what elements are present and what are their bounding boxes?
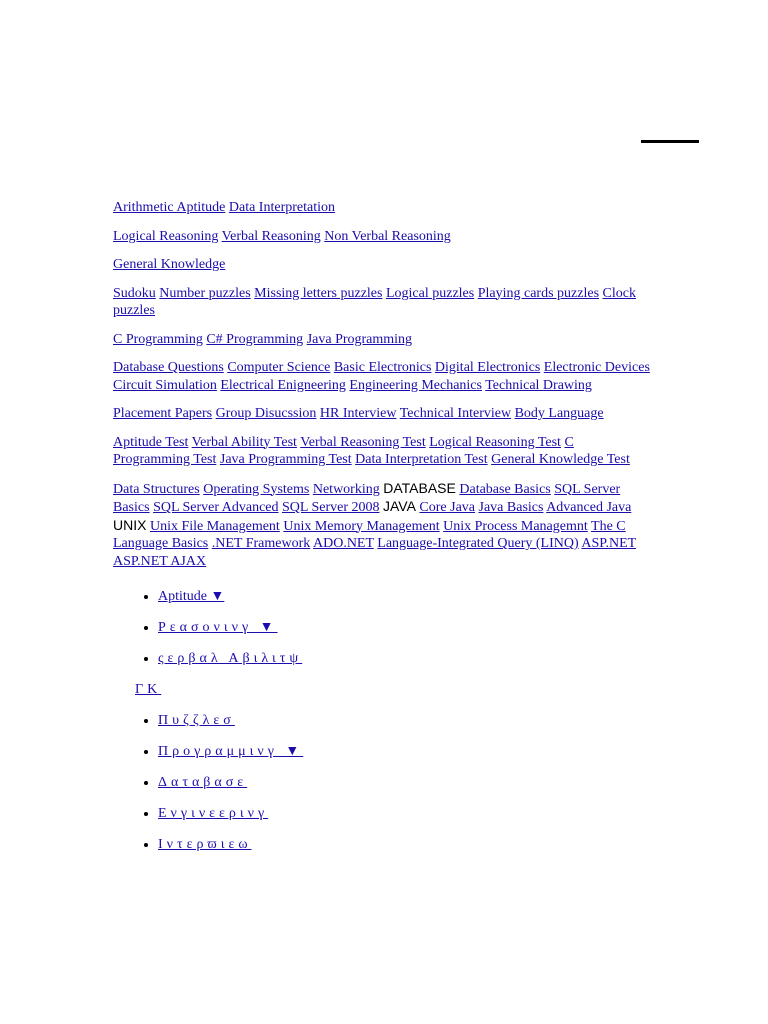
label-unix: UNIX [113,516,147,533]
link-java-basics[interactable]: Java Basics [478,500,544,515]
link-logical-puzzles[interactable]: Logical puzzles [385,285,475,301]
menu-link-programming[interactable]: Προγραμμινγ ▼ [158,744,304,759]
menu-item-verbal-ability [158,643,653,674]
section-gk-links [113,256,653,274]
link-c-programming-test[interactable]: C Programming Test [113,434,574,467]
top-divider [641,140,699,143]
menu-link-engineering[interactable]: Ενγινεερινγ [158,806,269,821]
link-sql-server-advanced[interactable]: SQL Server Advanced [153,500,279,515]
link-ado-net[interactable]: ADO.NET [312,536,374,551]
link-logical-reasoning-test[interactable]: Logical Reasoning Test [429,434,561,450]
section-engineering-links [113,359,653,394]
link-hr-interview[interactable]: HR Interview [319,406,397,421]
menu-link-verbal-ability[interactable]: ςερβαλ Αβιλιτψ [158,651,303,666]
link-digital-electronics[interactable]: Digital Electronics [434,360,541,375]
link-electronic-devices[interactable]: Electronic Devices [543,360,650,375]
link-linq[interactable]: Language-Integrated Query (LINQ) [377,536,579,551]
link-asp-net[interactable]: ASP.NET [581,536,636,551]
link-general-knowledge[interactable]: General Knowledge [113,257,226,272]
link-verbal-reasoning-test[interactable]: Verbal Reasoning Test [300,434,426,450]
nav-menu-bottom [113,705,653,860]
menu-link-reasoning[interactable]: Ρεασονινγ ▼ [158,620,278,635]
link-computer-science[interactable]: Computer Science [227,360,331,375]
section-interview-links [113,405,653,423]
link-basic-electronics[interactable]: Basic Electronics [333,360,432,375]
section-test-links [113,434,653,469]
link-aptitude-test[interactable]: Aptitude Test [113,434,189,450]
link-data-structures[interactable]: Data Structures [113,481,200,497]
link-body-language[interactable]: Body Language [514,406,604,421]
menu-item-database [158,767,653,798]
link-dotnet-framework[interactable]: .NET Framework [211,536,311,551]
link-arithmetic-aptitude[interactable]: Arithmetic Aptitude [113,200,226,215]
link-unix-memory-management[interactable]: Unix Memory Management [283,518,440,534]
menu-link-interview[interactable]: Ιντερϖιεω [158,837,252,852]
link-non-verbal-reasoning[interactable]: Non Verbal Reasoning [324,228,451,244]
link-java-programming-test[interactable]: Java Programming Test [219,452,352,467]
menu-link-aptitude[interactable]: Aptitude ▼ [158,589,225,604]
link-playing-cards-puzzles[interactable]: Playing cards puzzles [477,285,600,301]
link-sql-server-basics[interactable]: SQL Server Basics [113,481,621,515]
link-clock-puzzles[interactable]: Clock puzzles [113,285,636,318]
menu-item-aptitude [158,581,653,612]
main-content [113,199,653,860]
link-csharp-programming[interactable]: C# Programming [206,331,304,347]
menu-link-puzzles[interactable]: Πυζζλεσ [158,713,235,728]
link-data-interpretation-test[interactable]: Data Interpretation Test [355,452,488,467]
link-verbal-reasoning[interactable]: Verbal Reasoning [221,228,321,244]
label-database: DATABASE [383,479,456,496]
link-missing-letters-puzzles[interactable]: Missing letters puzzles [254,285,383,301]
link-data-interpretation[interactable]: Data Interpretation [228,200,335,215]
section-technical-topics [113,480,653,571]
link-technical-interview[interactable]: Technical Interview [399,406,512,421]
menu-item-engineering [158,798,653,829]
menu-item-interview [158,829,653,860]
section-puzzle-links [113,285,653,320]
section-aptitude-links [113,199,653,217]
nav-menu-top [113,581,653,674]
link-electrical-engineering[interactable]: Electrical Enigneering [220,377,346,393]
link-advanced-java[interactable]: Advanced Java [546,500,632,515]
section-programming-links [113,331,653,349]
link-number-puzzles[interactable]: Number puzzles [159,285,251,301]
link-sudoku[interactable]: Sudoku [113,285,156,301]
link-database-questions[interactable]: Database Questions [113,360,224,375]
link-logical-reasoning[interactable]: Logical Reasoning [113,228,219,244]
link-database-basics[interactable]: Database Basics [459,481,551,497]
link-circuit-simulation[interactable]: Circuit Simulation [113,377,217,393]
link-sql-server-2008[interactable]: SQL Server 2008 [282,500,380,515]
link-c-language-basics[interactable]: The C Language Basics [113,518,626,551]
link-unix-file-management[interactable]: Unix File Management [149,518,280,534]
menu-item-reasoning [158,612,653,643]
link-engineering-mechanics[interactable]: Engineering Mechanics [349,377,482,393]
link-placement-papers[interactable]: Placement Papers [113,406,213,421]
link-technical-drawing[interactable]: Technical Drawing [485,377,592,393]
link-c-programming[interactable]: C Programming [113,331,203,347]
menu-item-programming [158,736,653,767]
link-unix-process-management[interactable]: Unix Process Managemnt [443,518,588,534]
link-java-programming[interactable]: Java Programming [306,331,413,347]
link-group-discussion[interactable]: Group Disucssion [215,406,317,421]
label-java: JAVA [382,498,416,514]
link-core-java[interactable]: Core Java [419,500,476,515]
menu-item-puzzles [158,705,653,736]
menu-link-gk[interactable]: ΓΚ [135,682,162,697]
link-asp-net-ajax[interactable]: ASP.NET AJAX [113,553,207,569]
link-operating-systems[interactable]: Operating Systems [203,481,310,497]
section-reasoning-links [113,228,653,246]
link-verbal-ability-test[interactable]: Verbal Ability Test [191,434,297,450]
menu-link-database[interactable]: Δαταβασε [158,775,248,790]
link-general-knowledge-test[interactable]: General Knowledge Test [491,452,630,467]
link-networking[interactable]: Networking [312,481,380,497]
